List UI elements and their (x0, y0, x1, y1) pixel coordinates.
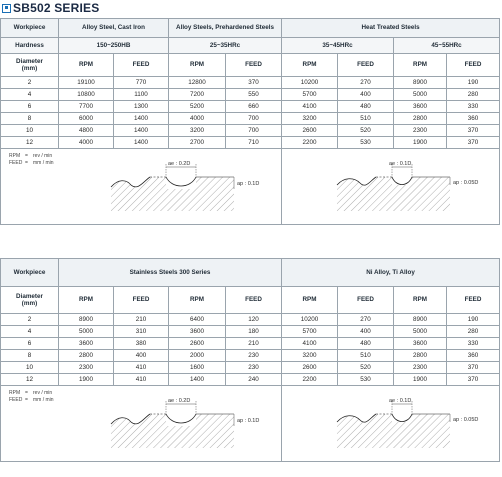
rpm-value: 12800 (169, 77, 226, 89)
ae-label: ae : 0.1D (389, 398, 412, 404)
rpm-value: 2700 (169, 137, 226, 149)
ap-label: ap : 0.05D (453, 180, 479, 186)
ap-label: ap : 0.1D (237, 418, 260, 424)
table-row (1, 77, 500, 89)
rpm-value: 3200 (169, 125, 226, 137)
diameter-value: 4 (1, 89, 59, 101)
diameter-value: 6 (1, 338, 59, 350)
feed-value: 520 (338, 362, 394, 374)
table-row (1, 374, 500, 386)
feed-value: 190 (447, 77, 500, 89)
ap-label: ap : 0.05D (453, 417, 479, 423)
ae-label: ae : 0.1D (389, 161, 412, 167)
rpm-value: 8900 (59, 314, 114, 326)
feed-value: 510 (338, 113, 394, 125)
diameter-value: 2 (1, 77, 59, 89)
feed-value: 400 (114, 350, 169, 362)
diameter-value: 4 (1, 326, 59, 338)
feed-header: FEED (226, 54, 282, 77)
rpm-value: 5200 (169, 101, 226, 113)
feed-value: 330 (447, 338, 500, 350)
feed-value: 270 (338, 314, 394, 326)
slotting-diagram (106, 159, 260, 219)
material-header: Ni Alloy, Ti Alloy (282, 259, 500, 287)
rpm-value: 2800 (394, 113, 447, 125)
table-row (1, 137, 500, 149)
rpm-value: 3600 (169, 326, 226, 338)
feed-header: FEED (114, 54, 169, 77)
ae-label: ae : 0.2D (168, 398, 191, 404)
rpm-value: 3600 (394, 101, 447, 113)
rpm-value: 5700 (282, 89, 338, 101)
hardness-header: Hardness (1, 38, 59, 54)
material-header: Stainless Steels 300 Series (59, 259, 282, 287)
feed-value: 120 (226, 314, 282, 326)
rpm-value: 2800 (394, 350, 447, 362)
hardness-value: 35~45HRc (282, 38, 394, 54)
ae-label: ae : 0.2D (168, 161, 191, 167)
feed-value: 310 (114, 326, 169, 338)
rpm-value: 8900 (394, 77, 447, 89)
table-row (1, 350, 500, 362)
slotting-diagram (106, 396, 260, 456)
feed-value: 370 (447, 362, 500, 374)
feed-value: 240 (226, 374, 282, 386)
feed-value: 230 (226, 350, 282, 362)
material-header: Heat Treated Steels (282, 19, 500, 38)
cutting-diagram-panel-left (1, 149, 282, 225)
diameter-value: 12 (1, 137, 59, 149)
material-header: Alloy Steels, Prehardened Steels (169, 19, 282, 38)
feed-value: 380 (114, 338, 169, 350)
feed-value: 400 (338, 89, 394, 101)
rpm-value: 3200 (282, 350, 338, 362)
rpm-header: RPM (394, 54, 447, 77)
feed-value: 550 (226, 89, 282, 101)
rpm-value: 19100 (59, 77, 114, 89)
rpm-value: 2600 (169, 338, 226, 350)
rpm-value: 2200 (282, 374, 338, 386)
feed-header: FEED (114, 287, 169, 314)
diameter-value: 8 (1, 113, 59, 125)
rpm-value: 4100 (282, 338, 338, 350)
cutting-conditions-table-1 (0, 18, 500, 225)
rpm-value: 2300 (394, 362, 447, 374)
rpm-header: RPM (169, 287, 226, 314)
feed-value: 180 (226, 326, 282, 338)
rpm-value: 2600 (282, 362, 338, 374)
feed-value: 210 (226, 338, 282, 350)
feed-header: FEED (338, 287, 394, 314)
rpm-value: 2600 (282, 125, 338, 137)
table-row (1, 89, 500, 101)
slotting-diagram (332, 396, 502, 456)
rpm-value: 1600 (169, 362, 226, 374)
rpm-value: 1900 (59, 374, 114, 386)
units-legend: RPM = rev / min FEED = mm / min (9, 390, 54, 403)
hardness-value: 150~250HB (59, 38, 169, 54)
material-header: Alloy Steel, Cast Iron (59, 19, 169, 38)
feed-value: 1100 (114, 89, 169, 101)
feed-value: 330 (447, 101, 500, 113)
table-row (1, 314, 500, 326)
feed-value: 1400 (114, 113, 169, 125)
rpm-value: 5000 (394, 326, 447, 338)
feed-value: 1400 (114, 125, 169, 137)
units-legend: RPM = rev / min FEED = mm / min (9, 153, 54, 166)
rpm-header: RPM (282, 54, 338, 77)
feed-value: 1300 (114, 101, 169, 113)
feed-value: 230 (226, 362, 282, 374)
rpm-value: 4000 (169, 113, 226, 125)
feed-value: 520 (338, 125, 394, 137)
feed-value: 280 (447, 89, 500, 101)
table-row (1, 101, 500, 113)
feed-header: FEED (226, 287, 282, 314)
rpm-value: 7200 (169, 89, 226, 101)
feed-value: 700 (226, 113, 282, 125)
rpm-value: 4800 (59, 125, 114, 137)
rpm-header: RPM (282, 287, 338, 314)
rpm-header: RPM (59, 287, 114, 314)
diameter-value: 6 (1, 101, 59, 113)
feed-header: FEED (447, 54, 500, 77)
slotting-diagram (332, 159, 502, 219)
table-row (1, 362, 500, 374)
diameter-value: 12 (1, 374, 59, 386)
rpm-value: 3600 (394, 338, 447, 350)
rpm-value: 4000 (59, 137, 114, 149)
feed-value: 190 (447, 314, 500, 326)
feed-value: 370 (447, 125, 500, 137)
feed-value: 210 (114, 314, 169, 326)
series-square-icon (2, 4, 11, 13)
hardness-value: 45~55HRc (394, 38, 500, 54)
diameter-value: 10 (1, 362, 59, 374)
diameter-value: 2 (1, 314, 59, 326)
rpm-header: RPM (394, 287, 447, 314)
ap-label: ap : 0.1D (237, 181, 260, 187)
feed-value: 480 (338, 101, 394, 113)
feed-value: 480 (338, 338, 394, 350)
rpm-value: 2300 (394, 125, 447, 137)
rpm-value: 1400 (169, 374, 226, 386)
cutting-diagram-panel-left (1, 386, 282, 462)
rpm-value: 3200 (282, 113, 338, 125)
diameter-header: Diameter (mm) (1, 287, 59, 314)
feed-value: 370 (447, 137, 500, 149)
rpm-header: RPM (169, 54, 226, 77)
cutting-diagram-panel-right (282, 149, 500, 225)
table-row (1, 326, 500, 338)
diameter-header: Diameter (mm) (1, 54, 59, 77)
feed-value: 360 (447, 350, 500, 362)
rpm-value: 2300 (59, 362, 114, 374)
hardness-value: 25~35HRc (169, 38, 282, 54)
rpm-value: 6000 (59, 113, 114, 125)
series-title-bar (2, 1, 99, 15)
cutting-conditions-table-2 (0, 258, 500, 462)
feed-header: FEED (447, 287, 500, 314)
diameter-value: 8 (1, 350, 59, 362)
feed-value: 400 (338, 326, 394, 338)
rpm-value: 5700 (282, 326, 338, 338)
feed-value: 700 (226, 125, 282, 137)
rpm-value: 2200 (282, 137, 338, 149)
rpm-value: 1900 (394, 137, 447, 149)
rpm-value: 8900 (394, 314, 447, 326)
feed-header: FEED (338, 54, 394, 77)
workpiece-header: Workpiece (1, 19, 59, 38)
feed-value: 770 (114, 77, 169, 89)
feed-value: 1400 (114, 137, 169, 149)
feed-value: 370 (447, 374, 500, 386)
cutting-diagram-panel-right (282, 386, 500, 462)
workpiece-header: Workpiece (1, 259, 59, 287)
rpm-value: 4100 (282, 101, 338, 113)
rpm-value: 2000 (169, 350, 226, 362)
rpm-value: 10800 (59, 89, 114, 101)
feed-value: 530 (338, 374, 394, 386)
rpm-value: 5000 (394, 89, 447, 101)
feed-value: 660 (226, 101, 282, 113)
series-title: SB502 SERIES (13, 1, 100, 15)
feed-value: 370 (226, 77, 282, 89)
feed-value: 410 (114, 374, 169, 386)
feed-value: 530 (338, 137, 394, 149)
rpm-value: 3600 (59, 338, 114, 350)
feed-value: 280 (447, 326, 500, 338)
rpm-value: 7700 (59, 101, 114, 113)
rpm-value: 10200 (282, 77, 338, 89)
rpm-value: 6400 (169, 314, 226, 326)
rpm-value: 10200 (282, 314, 338, 326)
rpm-value: 1900 (394, 374, 447, 386)
rpm-header: RPM (59, 54, 114, 77)
table-row (1, 113, 500, 125)
feed-value: 510 (338, 350, 394, 362)
table-row (1, 338, 500, 350)
diameter-value: 10 (1, 125, 59, 137)
rpm-value: 2800 (59, 350, 114, 362)
feed-value: 710 (226, 137, 282, 149)
feed-value: 410 (114, 362, 169, 374)
table-row (1, 125, 500, 137)
feed-value: 360 (447, 113, 500, 125)
rpm-value: 5000 (59, 326, 114, 338)
feed-value: 270 (338, 77, 394, 89)
